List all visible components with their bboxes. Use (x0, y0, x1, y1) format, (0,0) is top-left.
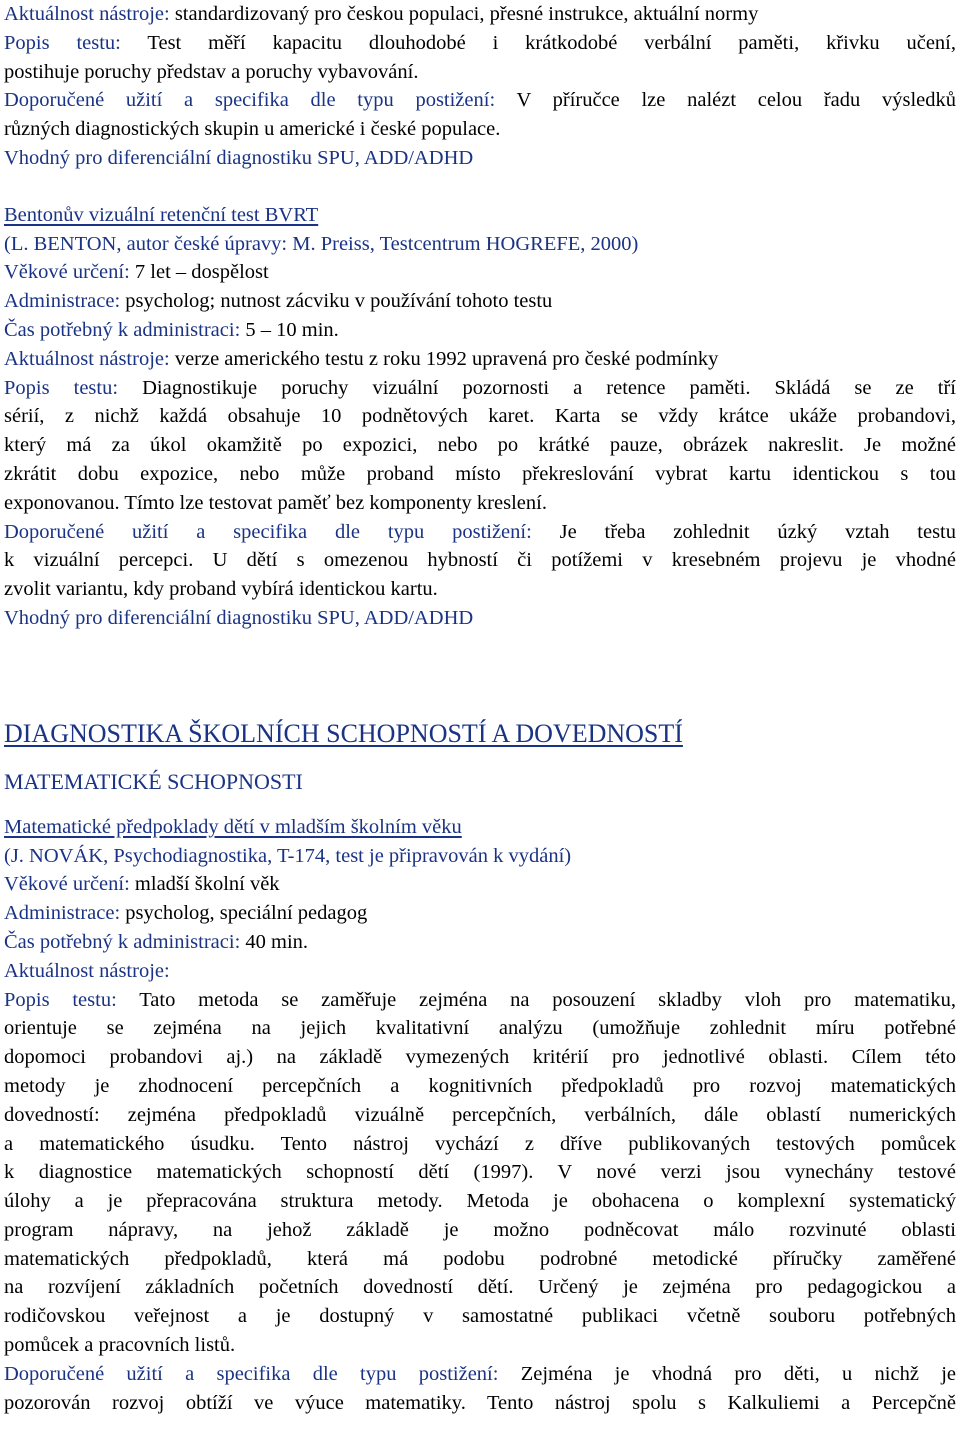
doporucene-row-2 (4, 115, 956, 144)
aktualnost-label: Aktuálnost nástroje: (4, 959, 170, 982)
popis-line: zkrátit dobu expozice, nebo může proband místo překreslování vybrat kartu identickou s tou (4, 462, 956, 485)
vek-text: 7 let – dospělost (129, 261, 269, 284)
doporucene-row (4, 1360, 956, 1389)
popis-label: Popis testu: (4, 988, 117, 1011)
vek-text: mladší školní věk (129, 873, 280, 896)
doporucene-text: různých diagnostických skupin u americké i české populace. (4, 118, 501, 141)
popis-line: exponovanou. Tímto lze testovat paměť bez komponenty kreslení. (4, 491, 547, 514)
aktualnost-text: verze amerického testu z roku 1992 upravená pro české podmínky (169, 347, 719, 370)
vhodny-row: Vhodný pro diferenciální diagnostiku SPU, ADD/ADHD (4, 146, 474, 169)
vek-label: Věkové určení: (4, 873, 130, 896)
popis-text: postihuje poruchy představ a poruchy vybavování. (4, 60, 419, 83)
popis-line: rodičovskou veřejnost a je dostupný v samostatné publikaci včetně souboru potřebných (4, 1305, 956, 1328)
test-title: Bentonův vizuální retenční test BVRT (4, 203, 319, 226)
cas-row (4, 928, 956, 957)
aktualnost-label: Aktuálnost nástroje: (4, 3, 170, 25)
test-source: (L. BENTON, autor české úpravy: M. Preiss, Testcentrum HOGREFE, 2000) (4, 232, 639, 255)
aktualnost-row (4, 345, 956, 374)
vek-row (4, 870, 956, 899)
popis-line: úlohy a je přepracována struktura metody. Metoda je obohacena o komplexní systematický (4, 1190, 956, 1213)
doporucene-text: Zejména je vhodná pro děti, u nichž je (498, 1362, 956, 1385)
doporucene-row (4, 518, 956, 547)
popis-line: dovedností: zejména předpokladů vizuálně percepčních, verbálních, dále oblastí numerických (4, 1103, 956, 1126)
popis-row-2 (4, 58, 956, 87)
doporucene-line: k vizuální percepci. U dětí s omezenou hybností či potížemi v kresebném projevu je vhodné (4, 549, 956, 572)
test-title: Matematické předpoklady dětí v mladším školním věku (4, 815, 462, 838)
vhodny-row: Vhodný pro diferenciální diagnostiku SPU, ADD/ADHD (4, 606, 474, 629)
aktualnost-label: Aktuálnost nástroje: (4, 347, 170, 370)
popis-line: program nápravy, na jehož základě je možno podněcovat málo rozvinuté oblasti (4, 1218, 956, 1241)
cas-text: 40 min. (240, 930, 309, 953)
doporucene-label: Doporučené užití a specifika dle typu postižení: (4, 1362, 499, 1385)
admin-text: psycholog; nutnost zácviku v používání tohoto testu (120, 290, 553, 313)
admin-label: Administrace: (4, 290, 121, 313)
popis-text: Diagnostikuje poruchy vizuální pozornosti a retence paměti. Skládá se ze tří (118, 376, 956, 399)
doporucene-text: V příručce lze nalézt celou řadu výsledků (495, 89, 956, 112)
test-source: (J. NOVÁK, Psychodiagnostika, T-174, test je připravován k vydání) (4, 844, 572, 867)
spacer (4, 633, 956, 717)
aktualnost-text: standardizovaný pro českou populaci, přesné instrukce, aktuální normy (169, 3, 759, 25)
popis-row (4, 986, 956, 1015)
section-heading: DIAGNOSTIKA ŠKOLNÍCH SCHOPNOSTÍ A DOVEDNOSTÍ (4, 718, 683, 748)
popis-line: a matematického úsudku. Tento nástroj vychází z dříve publikovaných testových pomůcek (4, 1132, 956, 1155)
admin-row (4, 899, 956, 928)
doporucene-line: zvolit variantu, kdy proband vybírá identickou kartu. (4, 578, 438, 601)
popis-line: dopomoci probandovi aj.) na základě vymezených kritérií pro jednotlivé oblasti. Cílem této (4, 1046, 956, 1069)
popis-text: Test měří kapacitu dlouhodobé i krátkodobé verbální paměti, křivku učení, (120, 31, 956, 54)
popis-text: Tato metoda se zaměřuje zejména na posouzení skladby vloh pro matematiku, (116, 988, 956, 1011)
doporucene-label: Doporučené užití a specifika dle typu postižení: (4, 89, 496, 112)
doporucene-text: Je třeba zohlednit úzký vztah testu (531, 520, 957, 543)
spacer (4, 797, 956, 813)
admin-row (4, 287, 956, 316)
doporucene-label: Doporučené užití a specifika dle typu postižení: (4, 520, 532, 543)
cas-text: 5 – 10 min. (240, 318, 339, 341)
popis-label: Popis testu: (4, 376, 119, 399)
admin-text: psycholog, speciální pedagog (120, 902, 368, 925)
vek-label: Věkové určení: (4, 261, 130, 284)
aktualnost-row (4, 957, 956, 986)
popis-line: k diagnostice matematických schopností dětí (1997). V nové verzi jsou vynechány testové (4, 1161, 956, 1184)
popis-line: metody je zhodnocení percepčních a kognitivních předpokladů pro rozvoj matematických (4, 1074, 956, 1097)
popis-row (4, 29, 956, 58)
spacer (4, 173, 956, 201)
vek-row (4, 258, 956, 287)
popis-line: na rozvíjení základních početních dovedností dětí. Určený je zejména pro pedagogickou a (4, 1276, 956, 1299)
admin-label: Administrace: (4, 902, 121, 925)
cas-label: Čas potřebný k administraci: (4, 318, 241, 341)
popis-line: který má za úkol okamžitě po expozici, nebo po krátké pauze, obrázek nakreslit. Je možné (4, 434, 956, 457)
aktualnost-row (4, 0, 956, 29)
doporucene-row (4, 86, 956, 115)
section-subheading: MATEMATICKÉ SCHOPNOSTI (4, 768, 303, 794)
popis-line: matematických předpokladů, která má podobu podrobné metodické příručky zaměřené (4, 1247, 956, 1270)
popis-row (4, 374, 956, 403)
popis-label: Popis testu: (4, 31, 121, 54)
doporucene-line: pozorován rozvoj obtíží ve výuce matematiky. Tento nástroj spolu s Kalkuliemi a Percepčně (4, 1391, 956, 1414)
popis-line: orientuje se zejména na jejich kvalitativní analýzu (umožňuje zohlednit míru potřebné (4, 1017, 956, 1040)
popis-line: sérií, z nichž každá obsahuje 10 podnětových karet. Karta se vždy krátce ukáže probandovi, (4, 405, 956, 428)
popis-line: pomůcek a pracovních listů. (4, 1334, 236, 1357)
spacer (4, 751, 956, 767)
cas-label: Čas potřebný k administraci: (4, 930, 241, 953)
cas-row (4, 316, 956, 345)
